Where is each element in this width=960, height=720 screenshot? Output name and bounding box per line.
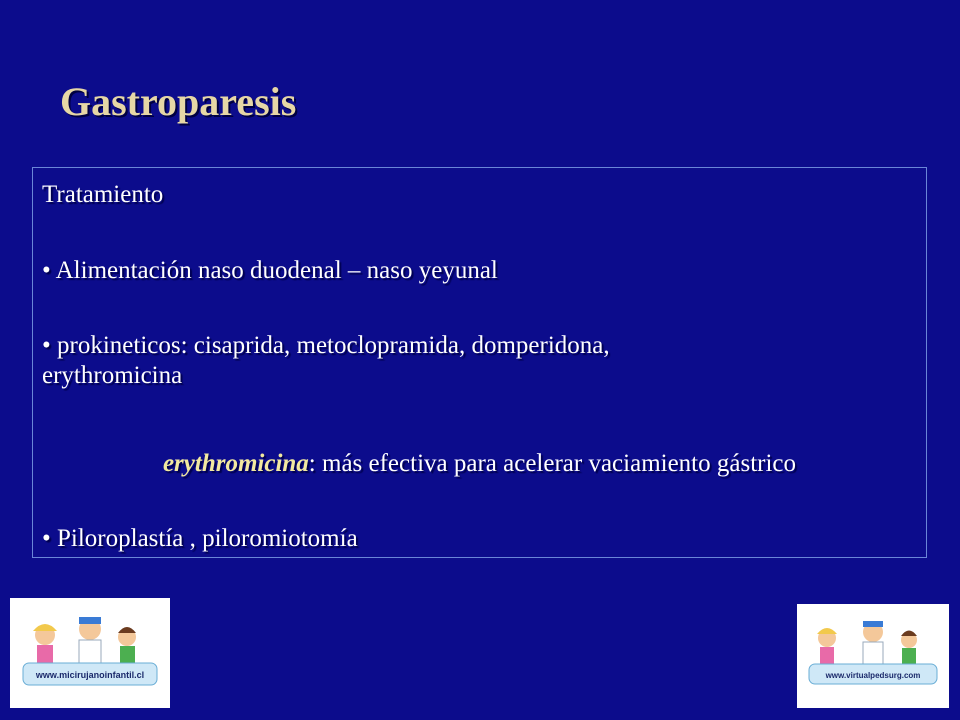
logo-left-url: www.micirujanoinfantil.cl xyxy=(35,670,145,680)
bullet-pyloroplasty: • Piloroplastía , piloromiotomía xyxy=(42,525,358,552)
content-box xyxy=(32,167,927,558)
bullet-prokinetics: • prokineticos: cisaprida, metoclopramida, domperidona, xyxy=(42,332,610,359)
slide-title: Gastroparesis xyxy=(60,79,297,124)
erythromycin-term: erythromicina xyxy=(162,450,309,477)
erythromycin-note-text: : más efectiva para acelerar vaciamiento gástrico xyxy=(308,450,797,477)
bullet-prokinetics-continued: erythromicina xyxy=(42,362,183,389)
erythromycin-note xyxy=(33,449,926,479)
bullet-feeding: • Alimentación naso duodenal – naso yeyunal xyxy=(42,257,498,284)
logo-virtualpedsurg xyxy=(797,604,949,708)
logo-micirujanoinfantil xyxy=(10,598,170,708)
section-heading: Tratamiento xyxy=(42,181,164,208)
logo-right-url: www.virtualpedsurg.com xyxy=(825,671,921,680)
